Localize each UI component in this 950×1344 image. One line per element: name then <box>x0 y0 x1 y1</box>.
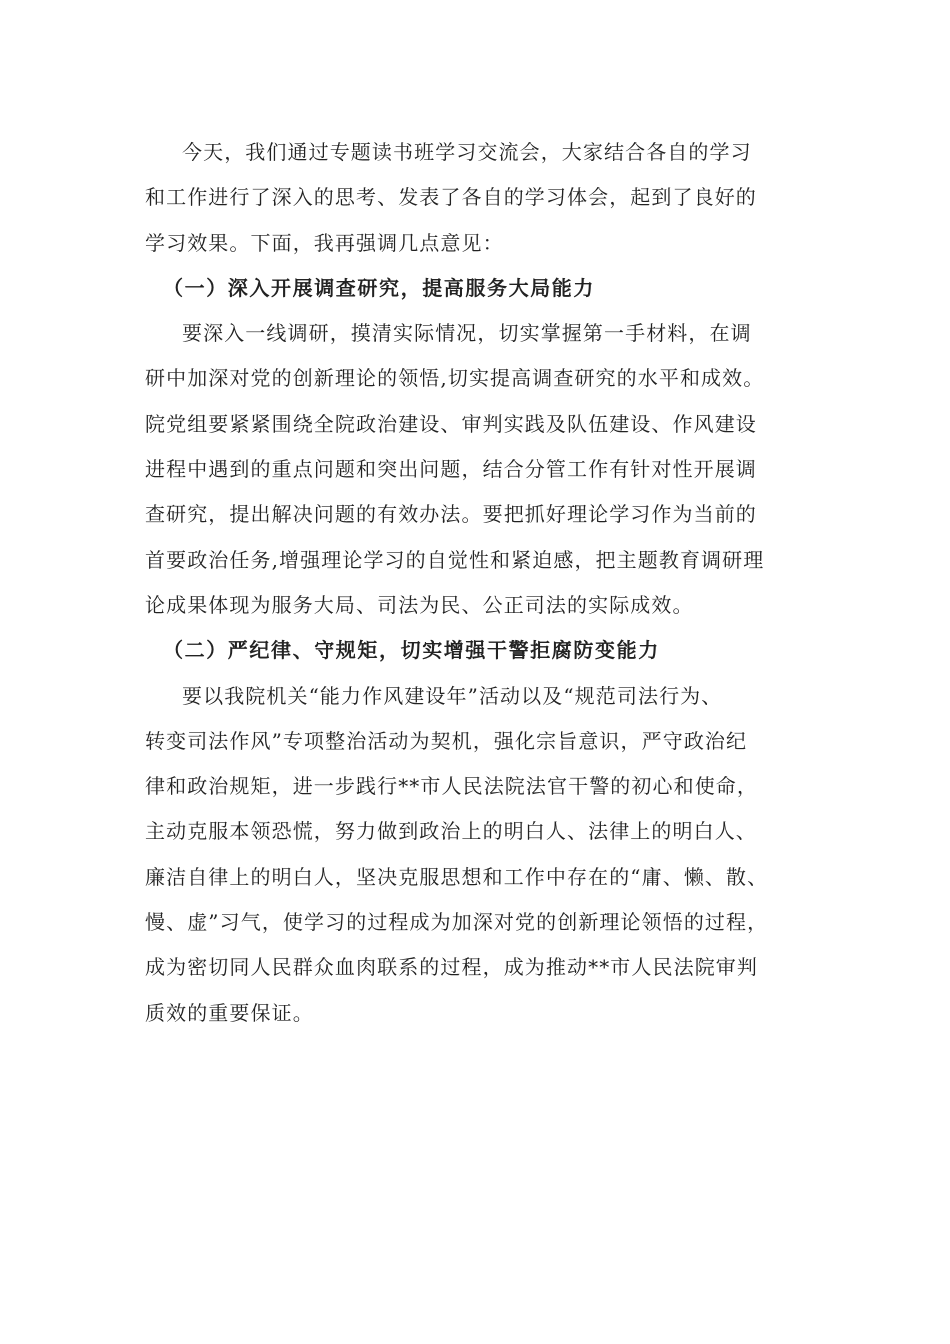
paragraph-line: 查研究，提出解决问题的有效办法。要把抓好理论学习作为当前的 <box>145 502 757 527</box>
paragraph-line: 要深入一线调研，摸清实际情况，切实掌握第一手材料，在调 <box>182 321 752 346</box>
paragraph-line: 院党组要紧紧围绕全院政治建设、审判实践及队伍建设、作风建设 <box>145 411 757 436</box>
section-heading-2: （二）严纪律、守规矩，切实增强干警拒腐防变能力 <box>163 638 660 663</box>
paragraph-line: 慢、虚”习气，使学习的过程成为加深对党的创新理论领悟的过程， <box>145 910 769 935</box>
paragraph-line: 廉洁自律上的明白人，坚决克服思想和工作中存在的“庸、懒、散、 <box>145 864 769 889</box>
paragraph-line: 进程中遇到的重点问题和突出问题，结合分管工作有针对性开展调 <box>145 457 757 482</box>
paragraph-discipline <box>145 674 805 1036</box>
section-heading-1: （一）深入开展调查研究，提高服务大局能力 <box>163 275 595 300</box>
paragraph-line: 和工作进行了深入的思考、发表了各自的学习体会，起到了良好的 <box>145 185 757 210</box>
paragraph-line: 论成果体现为服务大局、司法为民、公正司法的实际成效。 <box>145 592 694 617</box>
paragraph-line: 成为密切同人民群众血肉联系的过程，成为推动**市人民法院审判 <box>145 955 758 980</box>
paragraph-line: 学习效果。下面，我再强调几点意见： <box>145 230 504 255</box>
paragraph-line: 今天，我们通过专题读书班学习交流会，大家结合各自的学习 <box>182 140 752 164</box>
paragraph-line: 质效的重要保证。 <box>145 1000 314 1025</box>
paragraph-line: 首要政治任务,增强理论学习的自觉性和紧迫感，把主题教育调研理 <box>145 547 765 572</box>
paragraph-line: 要以我院机关“能力作风建设年”活动以及“规范司法行为、 <box>182 683 723 708</box>
document-body <box>145 130 805 1036</box>
paragraph-line: 律和政治规矩，进一步践行**市人民法院法官干警的初心和使命， <box>145 774 758 799</box>
paragraph-intro <box>145 130 805 266</box>
paragraph-line: 主动克服本领恐慌，努力做到政治上的明白人、法律上的明白人、 <box>145 819 757 844</box>
paragraph-line: 研中加深对党的创新理论的领悟,切实提高调查研究的水平和成效。 <box>145 366 765 391</box>
paragraph-line: 转变司法作风”专项整治活动为契机，强化宗旨意识，严守政治纪 <box>145 728 748 753</box>
paragraph-research <box>145 311 805 628</box>
